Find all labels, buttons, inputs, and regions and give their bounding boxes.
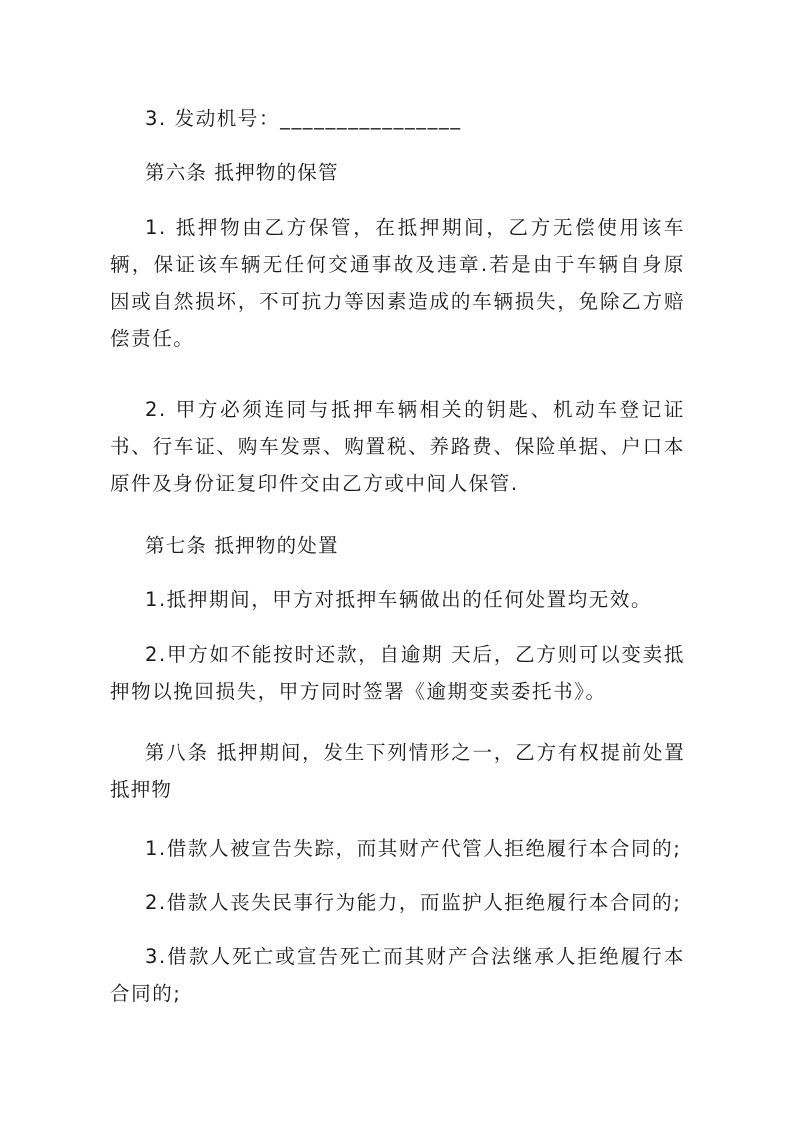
article-7-heading: 第七条 抵押物的处置 (145, 534, 339, 557)
article-7-clause-1: 1.抵押期间，甲方对抵押车辆做出的任何处置均无效。 (145, 588, 653, 611)
article-6-clause-1: 1. 抵押物由乙方保管，在抵押期间，乙方无偿使用该车辆，保证该车辆无任何交通事故及违章.若是由于车辆自身原因或自然损坏，不可抗力等因素造成的车辆损失，免除乙方赔偿责任。 (110, 216, 685, 350)
article-8-clause-2: 2.借款人丧失民事行为能力，而监护人拒绝履行本合同的; (145, 891, 682, 914)
article-8-clause-1: 1.借款人被宣告失踪，而其财产代管人拒绝履行本合同的; (145, 837, 682, 860)
article-6-clause-2: 2. 甲方必须连同与抵押车辆相关的钥匙、机动车登记证书、行车证、购车发票、购置税、养路费、保险单据、户口本原件及身份证复印件交由乙方或中间人保管. (110, 398, 685, 495)
engine-number-line: 3. 发动机号：________________ (145, 107, 462, 130)
article-7-clause-2: 2.甲方如不能按时还款，自逾期 天后，乙方则可以变卖抵押物以挽回损失，甲方同时签署《逾期变卖委托书》。 (110, 643, 685, 703)
article-8-heading: 第八条 抵押期间，发生下列情形之一，乙方有权提前处置抵押物 (110, 741, 685, 801)
article-8-clause-3: 3.借款人死亡或宣告死亡而其财产合法继承人拒绝履行本合同的; (110, 945, 685, 1005)
article-6-heading: 第六条 抵押物的保管 (145, 161, 339, 184)
